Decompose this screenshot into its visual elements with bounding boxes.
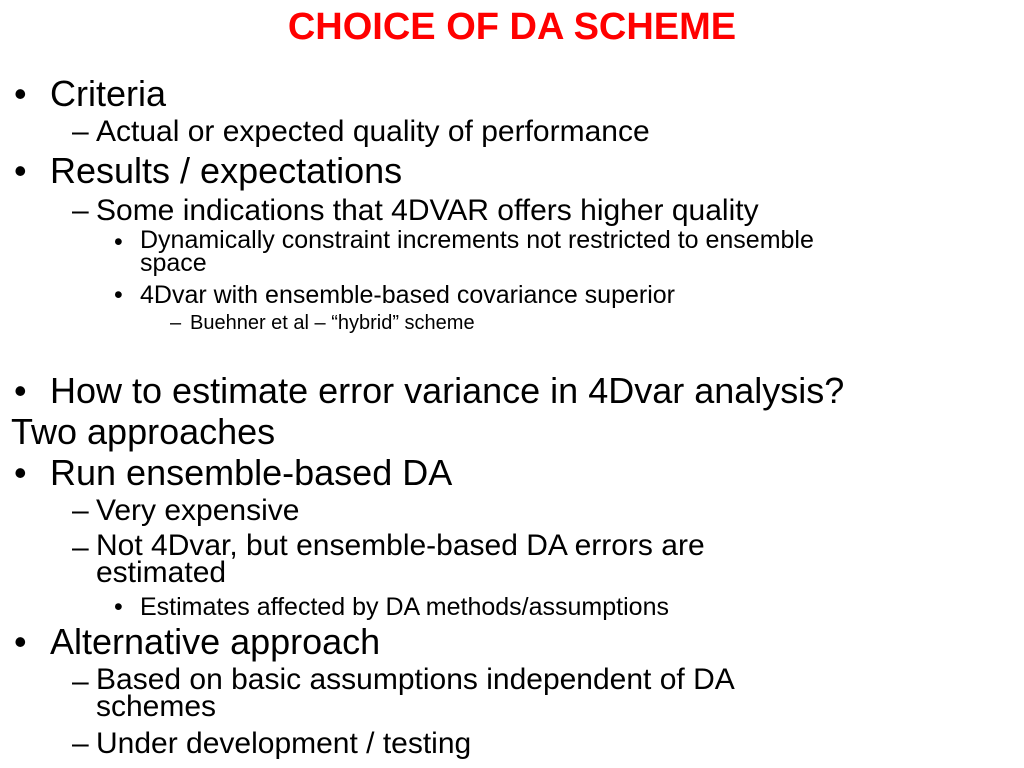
dash-level2-icon: – (72, 194, 89, 227)
bullet-level1-icon: • (14, 621, 27, 662)
dash-level4-icon: – (170, 312, 182, 334)
bullet-ensemble-da: Run ensemble-based DA (50, 452, 453, 493)
bullet-level3-icon: • (114, 281, 123, 309)
item-4dvar-ensemble: 4Dvar with ensemble-based covariance superior (140, 281, 675, 309)
dash-level2-icon: – (72, 727, 89, 760)
bullet-results: Results / expectations (50, 150, 403, 191)
bullet-level1-icon: • (14, 370, 27, 411)
bullet-level3-icon: • (114, 228, 123, 256)
slide-title: CHOICE OF DA SCHEME (287, 6, 737, 48)
sub-basic-assumptions-line1: Based on basic assumptions independent of DA (96, 663, 735, 696)
item-dynamically-constraint (140, 226, 814, 277)
sub-not-4dvar-line2: estimated (96, 556, 227, 589)
item-buehner-hybrid: Buehner et al – “hybrid” scheme (190, 312, 475, 334)
dash-level2-icon: – (72, 531, 89, 564)
bullet-level3-icon: • (114, 593, 123, 621)
item-estimates-affected: Estimates affected by DA methods/assumptions (140, 593, 669, 621)
bullet-question: How to estimate error variance in 4Dvar analysis? (50, 370, 845, 411)
sub-not-4dvar (96, 529, 705, 589)
question-continuation: Two approaches (11, 411, 276, 452)
item-dynamically-constraint-line1: Dynamically constraint increments not restricted to ensemble (140, 226, 814, 254)
bullet-level1-icon: • (14, 150, 27, 191)
sub-very-expensive: Very expensive (96, 494, 300, 527)
item-dynamically-constraint-line2: space (140, 249, 207, 277)
bullet-level1-icon: • (14, 73, 27, 114)
sub-under-development: Under development / testing (96, 727, 472, 760)
sub-results-4dvar: Some indications that 4DVAR offers higher quality (96, 194, 759, 227)
dash-level2-icon: – (72, 494, 89, 527)
sub-criteria-quality: Actual or expected quality of performance (96, 115, 650, 148)
sub-not-4dvar-line1: Not 4Dvar, but ensemble-based DA errors are (96, 529, 705, 562)
sub-basic-assumptions-line2: schemes (96, 690, 217, 723)
bullet-alternative: Alternative approach (50, 621, 381, 662)
bullet-criteria: Criteria (50, 73, 167, 114)
dash-level2-icon: – (72, 665, 89, 698)
bullet-level1-icon: • (14, 452, 27, 493)
dash-level2-icon: – (72, 115, 89, 148)
sub-basic-assumptions (96, 663, 735, 723)
